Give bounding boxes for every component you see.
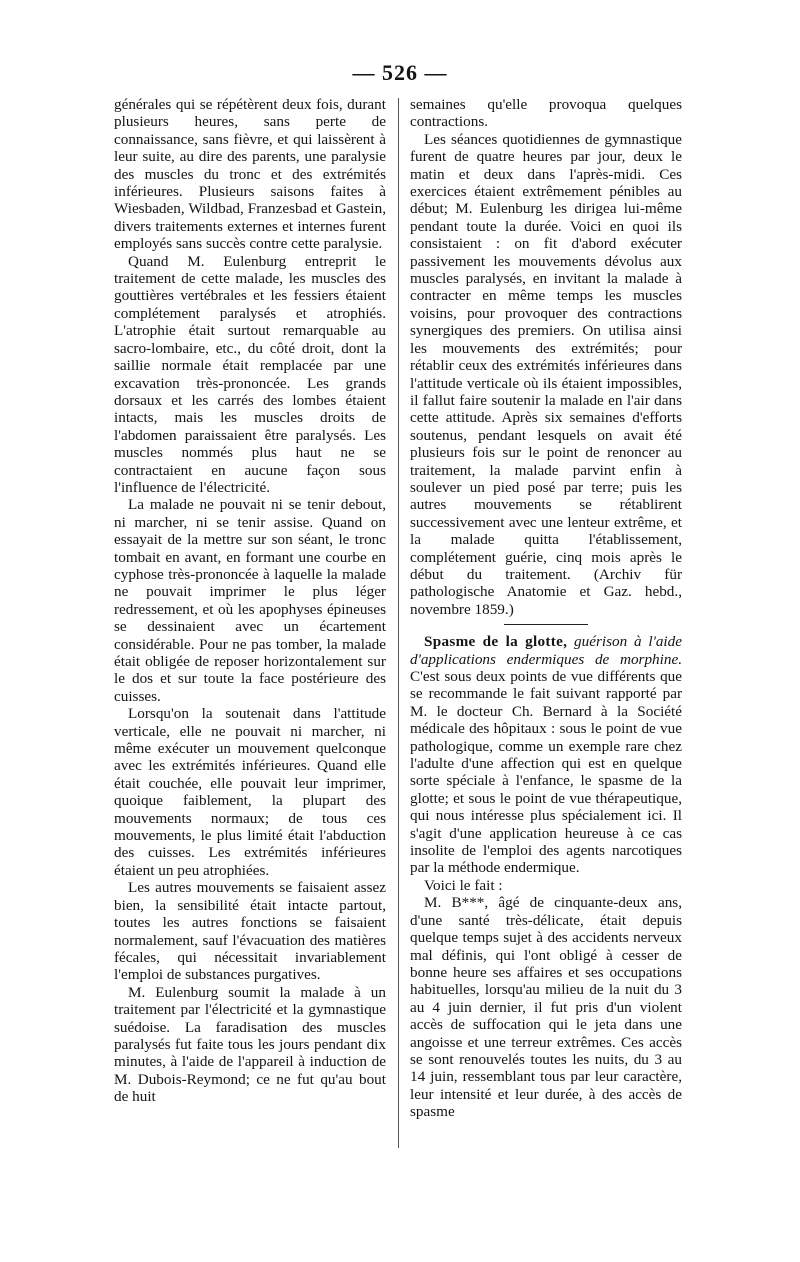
left-column xyxy=(114,96,386,1106)
section-rule xyxy=(504,624,588,625)
article-intro xyxy=(410,633,682,877)
paragraph: M. B***, âgé de cinquante-deux ans, d'une santé très-délicate, était depuis quelque temps sujet à des accidents nerveux mal définis, qui l'ont obligé à cesser de bonne heure ses affaires et ses occupations habituelles, lorsqu'au milieu de la nuit du 3 au 4 juin dernier, il fut pris d'un violent accès de suffocation qui le jeta dans une angoisse et une terreur extrêmes. Ces accès se sont renouvelés toutes les nuits, du 3 au 14 juin, ressemblant tous par leur caractère, leur intensité et leur durée, à des accès de spasme xyxy=(410,894,682,1121)
paragraph: Les autres mouvements se faisaient assez bien, la sensibilité était intacte partout, toutes les autres fonctions se faisaient normalement, sauf l'évacuation des matières fécales, qui nécessitait invariablement l'emploi de substances purgatives. xyxy=(114,879,386,984)
paragraph: Lorsqu'on la soutenait dans l'attitude verticale, elle ne pouvait ni marcher, ni même exécuter un mouvement quelconque avec les extrémités inférieures. Quand elle était couchée, elle pouvait leur imprimer, quoique faiblement, la plupart des mouvements normaux; de tous ces mouvements, le plus limité était l'abduction des cuisses. Les extrémités inférieures étaient un peu atrophiées. xyxy=(114,705,386,879)
paragraph: générales qui se répétèrent deux fois, durant plusieurs heures, sans perte de connaissance, sans fièvre, et qui laissèrent à leur suite, au dire des parents, une paralysie des muscles du tronc et des extrémités inférieures. Plusieurs saisons faites à Wiesbaden, Wildbad, Franzesbad et Gastein, divers traitements externes et internes furent employés sans succès contre cette paralysie. xyxy=(114,96,386,253)
page-number: — 526 — xyxy=(352,60,448,85)
paragraph: Quand M. Eulenburg entreprit le traitement de cette malade, les muscles des gouttières vertébrales et les fessiers étaient complétement paralysés et atrophiés. L'atrophie était surtout remarquable au sacro-lombaire, etc., du côté droit, dont la saillie normale était remplacée par une excavation très-prononcée. Les grands dorsaux et les carrés des lombes étaient intacts, mais les muscles droits de l'abdomen paraissaient être paralysés. Les muscles nommés plus haut ne se contractaient en aucune façon sous l'influence de l'électricité. xyxy=(114,252,386,496)
column-divider xyxy=(398,98,399,1148)
paragraph: Les séances quotidiennes de gymnastique furent de quatre heures par jour, deux le matin et deux dans l'après-midi. Ces exercices étaient extrêmement pénibles au début; M. Eulenburg les dirigea lui-même pendant toute la durée. Voici en quoi ils consistaient : on fit d'abord exécuter passivement les mouvements dévolus aux muscles paralysés, en invitant la malade à contracter en même temps les muscles voisins, pour provoquer des contractions synergiques des premiers. On utilisa ainsi les mouvements des extrémités; pour rétablir ceux des extrémités inférieures dans l'attitude verticale où ils étaient impossibles, il fallut faire soutenir la malade en l'air dans cette attitude. Après six semaines d'efforts soutenus, pendant lesquels on avait été plusieurs fois sur le point de renoncer au traitement, la malade parvint enfin à soulever un pied posé par terre; puis les autres mouvements se rétablirent successivement avec une lenteur extrême, et la malade quitta l'établissement, complétement guérie, cinq mois après le début du traitement. (Archiv für pathologische Anatomie et Gaz. hebd., novembre 1859.) xyxy=(410,130,682,618)
paragraph: Voici le fait : xyxy=(424,876,503,894)
paragraph: M. Eulenburg soumit la malade à un traitement par l'électricité et la gymnastique suédoise. La faradisation des muscles paralysés fut faite tous les jours pendant dix minutes, à l'aide de l'appareil à induction de M. Dubois-Reymond; ce ne fut qu'au bout de huit xyxy=(114,983,386,1106)
article-intro-text: C'est sous deux points de vue différents que se recommande le fait suivant rapporté par M. le docteur Ch. Bernard à la Société médicale des hôpitaux : sous le point de vue pathologique, comme un exemple rare chez l'adulte d'une affection qui est en quelque sorte spéciale à l'enfance, le spasme de la glotte; et sous le point de vue thérapeutique, qui nous intéresse plus spécialement ici. Il s'agit d'une application heureuse à ce cas insolite de l'emploi des agents narcotiques par la méthode endermique. xyxy=(410,668,682,877)
article-heading: Spasme de la glotte, xyxy=(424,633,568,651)
right-column xyxy=(410,96,682,1121)
paragraph: semaines qu'elle provoqua quelques contractions. xyxy=(410,96,682,131)
article-subheading: guérison à l'aide d'applications endermiques de morphine. xyxy=(410,633,682,668)
paragraph: La malade ne pouvait ni se tenir debout, ni marcher, ni se tenir assise. Quand on essayait de la mettre sur son séant, le tronc tombait en avant, en formant une courbe en cyphose très-prononcée à laquelle la malade ne pouvait imprimer le plus léger redressement, et où les apophyses épineuses se dessinaient avec un écartement considérable. Pour ne pas tomber, la malade était obligée de reposer horizontalement sur le dos et sur toute la face postérieure des cuisses. xyxy=(114,496,386,705)
